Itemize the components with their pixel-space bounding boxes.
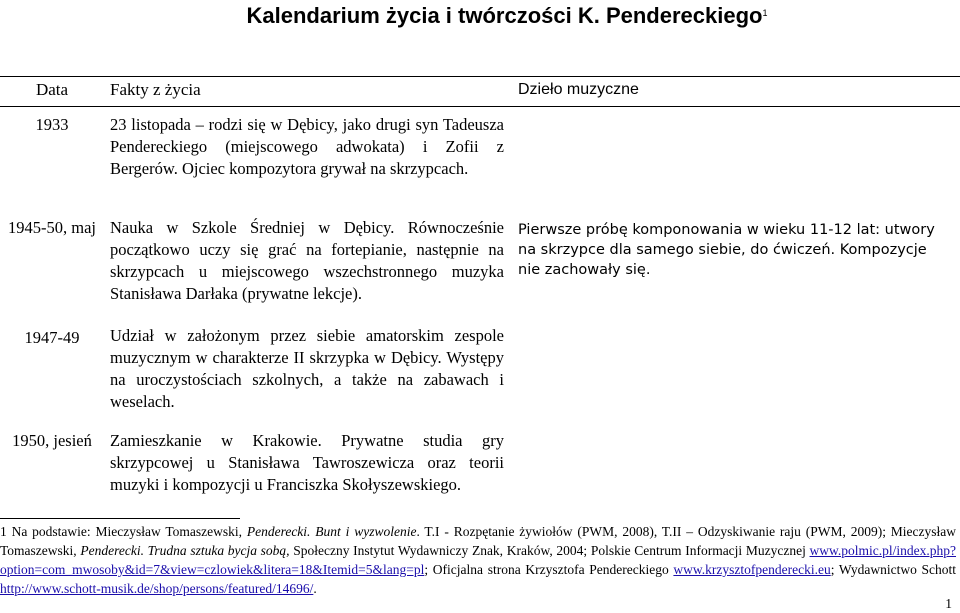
footnote-ref: 1 [762,8,768,18]
footnote-text-4: ; Oficjalna strona Krzysztofa Pendereckiego [424,562,674,577]
page-title-text: Kalendarium życia i twórczości K. Pendereckiego [246,3,763,28]
header-work: Dzieło muzyczne [518,81,639,98]
footnote-text-1: Na podstawie: Mieczysław Tomaszewski, [11,524,247,539]
row-1950-facts: Zamieszkanie w Krakowie. Prywatne studia gry skrzypcowej u Stanisława Tawroszewicza oraz teorii muzyki i kompozycji u Franciszka Skołyszewskiego. [110,431,504,494]
penderecki-link[interactable]: www.krzysztofpenderecki.eu [673,562,831,577]
row-1945-facts: Nauka w Szkole Średniej w Dębicy. Równocześnie początkowo uczy się grać na fortepianie, następnie na skrzypcach u miejscowego wszechstronnego muzyka Stanisława Darłaka (prywatne lekcje). [110,218,504,303]
footnote-book-1: Penderecki. Bunt i wyzwolenie [246,524,417,539]
footnote-number: 1 [0,524,7,539]
header-facts: Fakty z życia [110,80,201,99]
footnote-text-5: ; Wydawnictwo Schott [830,562,956,577]
page-title [0,0,960,29]
row-1945-work: Pierwsze próbę komponowania w wieku 11-12 lat: utwory na skrzypce dla samego siebie, do ćwiczeń. Kompozycje nie zachowały się. [518,222,935,278]
footnote [0,522,956,598]
footnote-separator [0,518,240,519]
header-bottom-border [0,106,960,107]
row-1945-date: 1945-50, maj [8,218,96,237]
table-top-border [0,76,960,77]
row-1947-facts: Udział w założonym przez siebie amatorskim zespole muzycznym w charakterze II skrzypka w Dębicy. Występy na uroczystościach szkolnych, a także na zabawach i weselach. [110,326,504,411]
row-1950-date: 1950, jesień [12,431,92,450]
footnote-text-3: Społeczny Instytut Wydawniczy Znak, Kraków, 2004; Polskie Centrum Informacji Muzycznej [289,543,810,558]
header-date: Data [35,80,69,99]
row-1933-date: 1933 [35,115,69,134]
polmic-link[interactable]: www.polmic.pl/index.php?option=com_mwosoby&id=7&view=czlowiek&litera=18&Itemid=5&lang=pl [0,543,956,577]
footnote-book-2: Penderecki. Trudna sztuka bycja sobą, [80,543,290,558]
schott-link[interactable]: http://www.schott-musik.de/shop/persons/featured/14696/ [0,581,314,596]
footnote-text-6: . [313,581,317,596]
page-number: 1 [945,596,952,611]
row-1933-facts: 23 listopada – rodzi się w Dębicy, jako drugi syn Tadeusza Pendereckiego (miejscowego adwokata) i Zofii z Bergerów. Ojciec kompozytora grywał na skrzypcach. [110,115,504,178]
footnote-text-2: . T.I - Rozpętanie żywiołów (PWM, 2008), T.II – Odzyskiwanie raju (PWM, 2009); Mieczysław Tomaszewski, [0,524,957,558]
row-1947-date: 1947-49 [24,328,80,347]
